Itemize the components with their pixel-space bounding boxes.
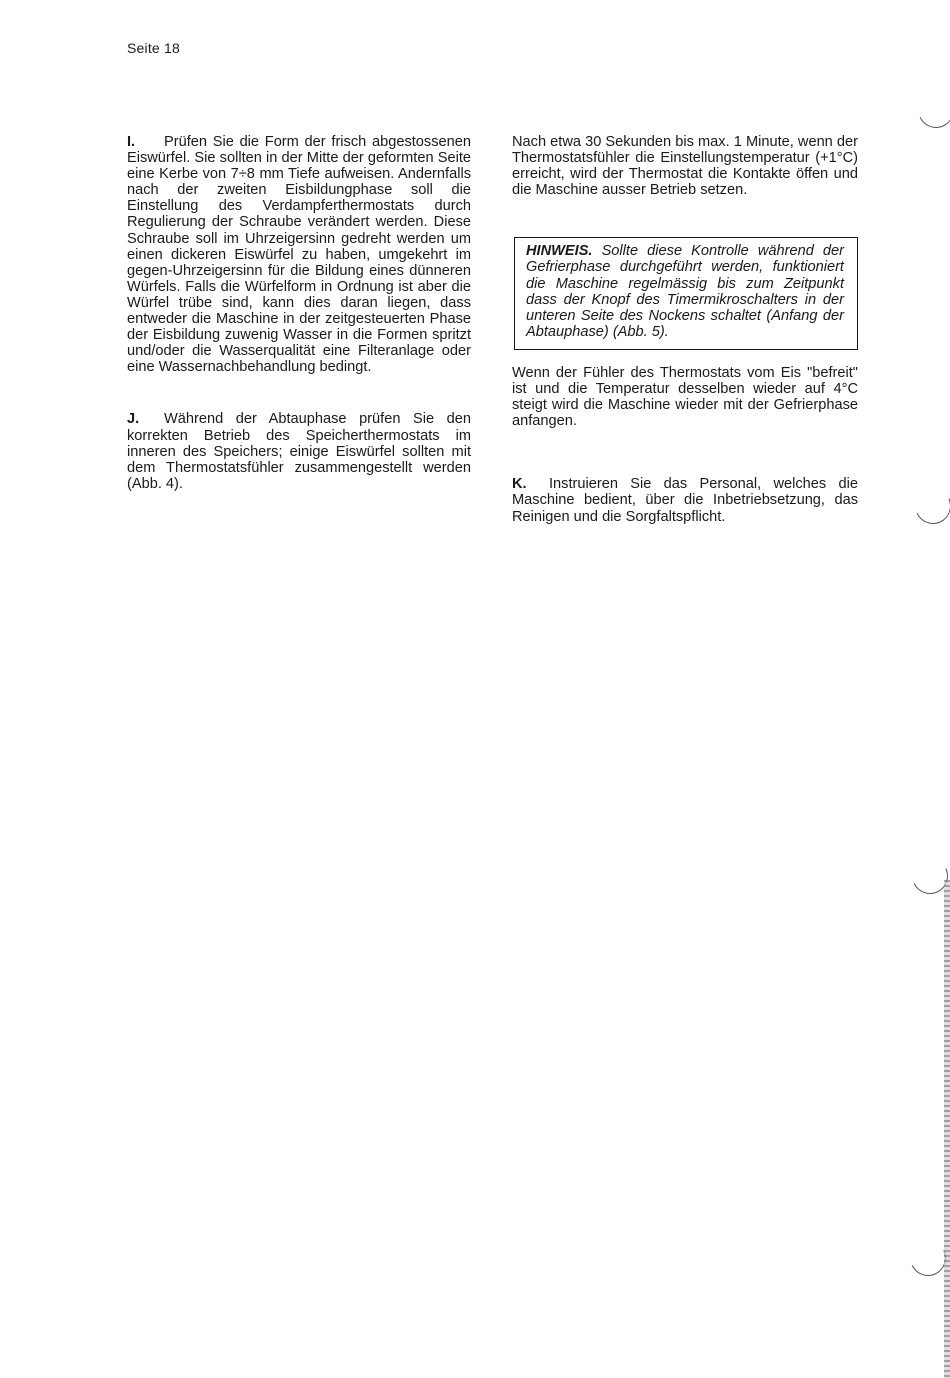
item-i-letter: I. bbox=[127, 134, 136, 150]
note-label: HINWEIS. bbox=[526, 243, 593, 260]
page-number: Seite 18 bbox=[127, 40, 180, 56]
continuation-paragraph: Nach etwa 30 Sekunden bis max. 1 Minute, wenn der Thermostatsfühler die Einstellungstemperatur (+1°C) erreicht, wird der Thermostat die Kontakte öffen und die Maschine ausser Betrieb setzen. bbox=[512, 134, 858, 199]
punch-hole-mark bbox=[913, 87, 950, 133]
item-j-paragraph bbox=[127, 411, 471, 491]
item-j-letter: J. bbox=[127, 411, 140, 428]
item-k-paragraph bbox=[512, 476, 858, 524]
right-column bbox=[512, 134, 858, 525]
item-i-paragraph bbox=[127, 134, 471, 375]
punch-hole-mark bbox=[910, 483, 950, 529]
after-note-paragraph: Wenn der Fühler des Thermostats vom Eis "befreit" ist und die Temperatur desselben wieder auf 4°C steigt wird die Maschine wieder mit der Gefrierphase anfangen. bbox=[512, 364, 858, 430]
scan-edge-strip bbox=[944, 880, 950, 1378]
item-k-letter: K. bbox=[512, 476, 527, 493]
note-box bbox=[514, 237, 858, 350]
left-column bbox=[127, 134, 471, 492]
item-j-text: Während der Abtauphase prüfen Sie den korrekten Betrieb des Speicherthermostats im inneren des Speichers; einige Eiswürfel sollten mit dem Thermostatsfühler zusammengestellt werden (Abb. 4). bbox=[127, 411, 471, 492]
item-k-text: Instruieren Sie das Personal, welches die Maschine bedient, über die Inbetriebsetzung, das Reinigen und die Sorgfaltspflicht. bbox=[512, 476, 858, 525]
item-i-text: Prüfen Sie die Form der frisch abgestossenen Eiswürfel. Sie sollten in der Mitte der geformten Seite eine Kerbe von 7÷8 mm Tiefe aufweisen. Andernfalls nach der zweiten Eisbildungphase soll die Einstellung des Verdampferthermostats durch Regulierung der Schraube verändert werden. Diese Schraube soll im Uhrzeigersinn gedreht werden um einen dickeren Eiswürfel zu haben, umgekehrt im gegen-Uhrzeigersinn für die Bildung eines dünneren Würfels. Falls die Würfelform in Ordnung ist aber die Würfel trübe sind, kann dies daran liegen, dass entweder die Maschine in der zeitgesteuerten Phase der Eisbildung zuwenig Wasser in die Formen spritzt und/oder die Wasserqualität eine Filteranlage oder eine Wassernachbehandlung bedingt. bbox=[127, 134, 471, 376]
note-text: Sollte diese Kontrolle während der Gefrierphase durchgeführt werden, funktioniert die Maschine regelmässig bis zum Zeitpunkt dass der Knopf des Timermikroschalters in der unteren Seite des Nockens schaltet (Anfang der Abtauphase) (Abb. 5). bbox=[526, 243, 844, 340]
